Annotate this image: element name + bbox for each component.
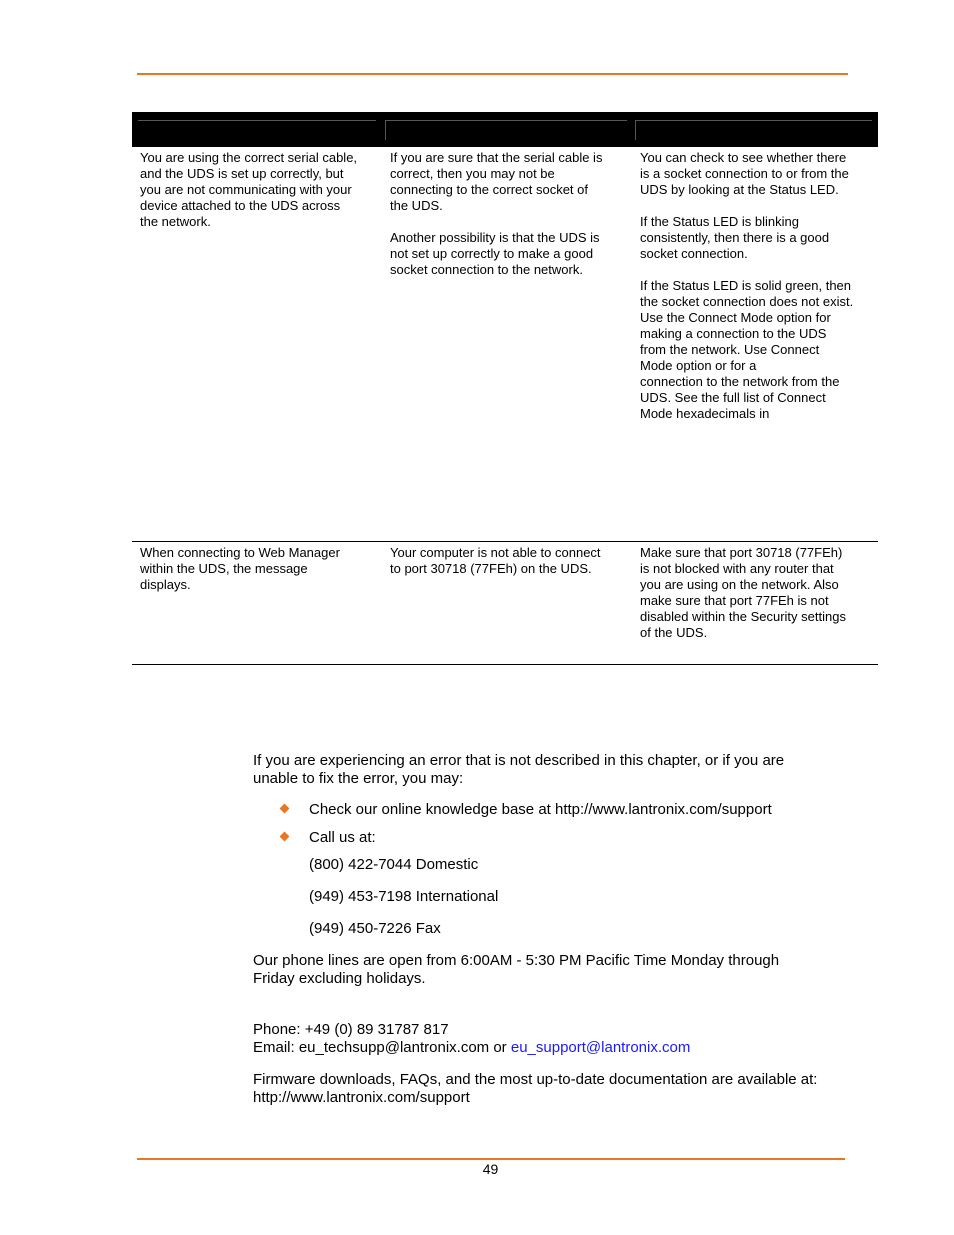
diamond-bullet-icon [280, 832, 290, 842]
diamond-bullet-icon [280, 804, 290, 814]
row2-cause: Your computer is not able to connect to port 30718 (77FEh) on the UDS. [390, 545, 601, 576]
europe-email-prefix: Email: eu_techsupp@lantronix.com or [253, 1039, 511, 1056]
firmware-note: Firmware downloads, FAQs, and the most up-to-date documentation are available at: http://www.lantronix.com/support [253, 1071, 818, 1106]
europe-phone: Phone: +49 (0) 89 31787 817 [253, 1021, 449, 1038]
phone-international: (949) 453-7198 International [309, 888, 499, 905]
europe-email [253, 1039, 690, 1057]
row2-problem: When connecting to Web Manager within the UDS, the message displays. [140, 545, 340, 592]
table-bottom-rule [132, 664, 878, 665]
support-intro: If you are experiencing an error that is not described in this chapter, or if you are unable to fix the error, you may: [253, 752, 785, 787]
table-header [132, 112, 878, 147]
header-rule [137, 73, 848, 75]
header-cell-problem [138, 120, 376, 140]
page-number: 49 [482, 1161, 499, 1177]
support-hours: Our phone lines are open from 6:00AM - 5:30 PM Pacific Time Monday through Friday excluding holidays. [253, 952, 780, 987]
row1-remedy: You can check to see whether there is a socket connection to or from the UDS by looking at the Status LED. If the Status LED is blinking consistently, then there is a good socket connection. If the Status LED is solid green, then the socket connection does not exist. Use the Connect Mode option for making a connection to the UDS from the network. Use Connect Mode option or for a connection to the network from the UDS. See the full list of Connect Mode hexadecimals in [640, 150, 854, 421]
header-cell-cause [385, 120, 627, 140]
eu-support-email-link[interactable]: eu_support@lantronix.com [510, 1039, 691, 1056]
row1-cause: If you are sure that the serial cable is correct, then you may not be connecting to the correct socket of the UDS. Another possibility is that the UDS is not set up correctly to make a good socket connection to the network. [390, 150, 603, 277]
phone-fax: (949) 450-7226 Fax [309, 920, 441, 937]
footer-rule [137, 1158, 845, 1160]
bullet-knowledge-base: Check our online knowledge base at http://www.lantronix.com/support [309, 801, 772, 818]
header-cell-remedy [635, 120, 872, 140]
row2-remedy: Make sure that port 30718 (77FEh) is not blocked with any router that you are using on the network. Also make sure that port 77FEh is not disabled within the Security settings of the UDS. [640, 545, 846, 640]
row-divider [132, 541, 878, 542]
bullet-call-us: Call us at: [309, 829, 376, 846]
phone-domestic: (800) 422-7044 Domestic [309, 856, 479, 873]
row1-problem: You are using the correct serial cable, and the UDS is set up correctly, but you are not communicating with your device attached to the UDS across the network. [140, 150, 358, 229]
